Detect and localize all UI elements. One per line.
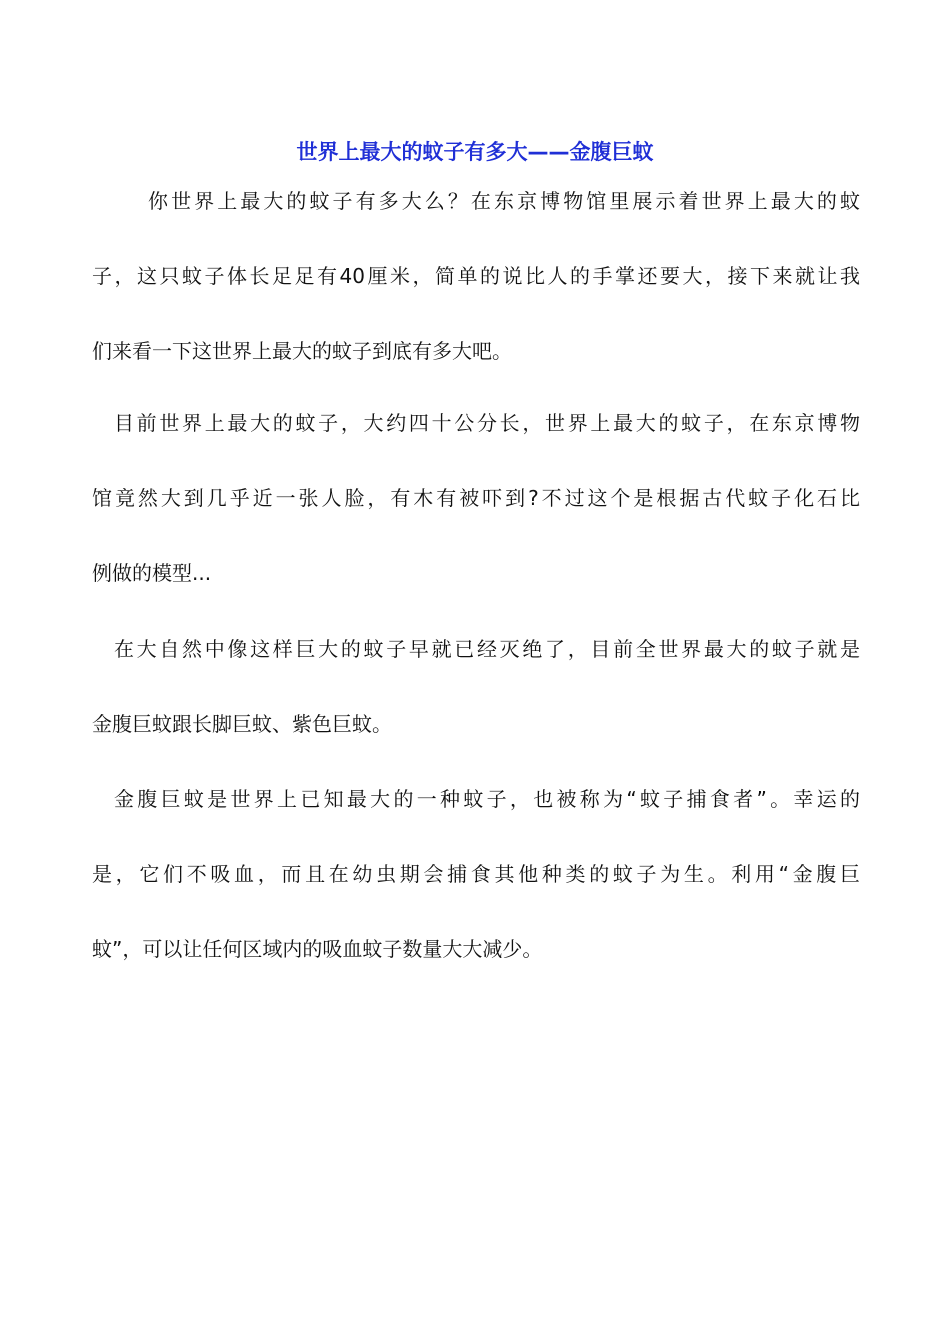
paragraph-line: 馆竟然大到几乎近一张人脸，有木有被吓到?不过这个是根据古代蚊子化石比 — [92, 486, 860, 510]
paragraph-line: 是，它们不吸血，而且在幼虫期会捕食其他种类的蚊子为生。利用“金腹巨 — [92, 862, 860, 886]
paragraph-3 — [92, 612, 860, 762]
paragraph-line: 目前世界上最大的蚊子，大约四十公分长，世界上最大的蚊子，在东京博物 — [114, 411, 860, 435]
paragraph-line: 在大自然中像这样巨大的蚊子早就已经灭绝了，目前全世界最大的蚊子就是 — [114, 637, 860, 661]
paragraph-4 — [92, 762, 860, 987]
paragraph-line: 金腹巨蚊是世界上已知最大的一种蚊子，也被称为“蚊子捕食者”。幸运的 — [114, 787, 860, 811]
paragraph-line: 蚊”，可以让任何区域内的吸血蚊子数量大大减少。 — [92, 937, 543, 961]
paragraph-line: 金腹巨蚊跟长脚巨蚊、紫色巨蚊。 — [92, 712, 392, 736]
paragraph-1 — [92, 164, 860, 389]
paragraph-2 — [92, 386, 860, 611]
document-title: 世界上最大的蚊子有多大——金腹巨蚊 — [296, 140, 654, 164]
paragraph-line: 子，这只蚊子体长足足有40厘米，简单的说比人的手掌还要大，接下来就让我 — [92, 264, 860, 288]
paragraph-line: 们来看一下这世界上最大的蚊子到底有多大吧。 — [92, 339, 512, 363]
paragraph-line: 你世界上最大的蚊子有多大么？在东京博物馆里展示着世界上最大的蚊 — [148, 189, 860, 213]
paragraph-line: 例做的模型... — [92, 561, 212, 585]
